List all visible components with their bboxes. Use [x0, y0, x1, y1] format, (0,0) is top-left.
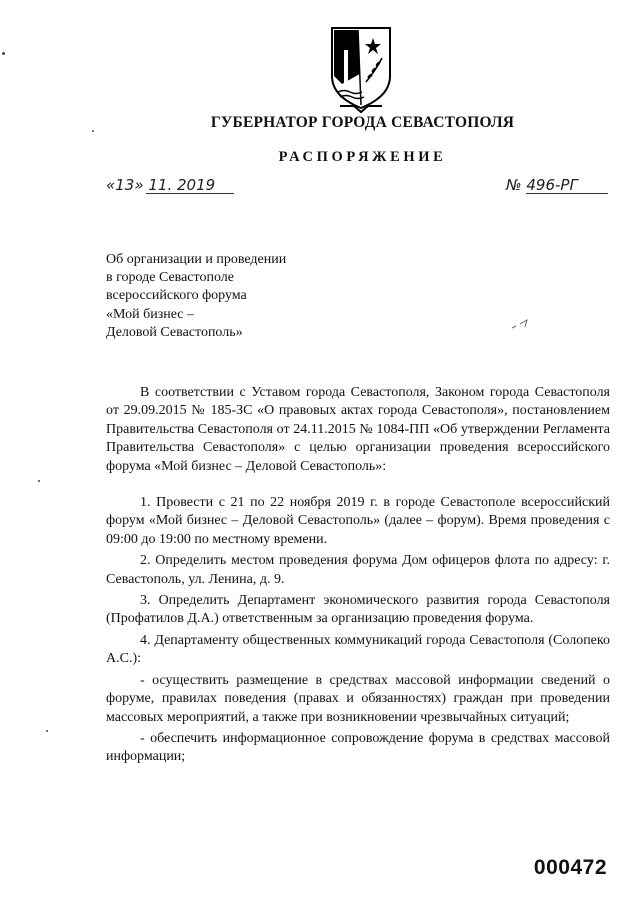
date-underline [146, 193, 234, 194]
scan-speck [38, 480, 40, 482]
pen-mark [510, 318, 530, 334]
order-subpoint: - осуществить размещение в средствах массовой информации сведений о форуме, правилах поведения (правах и обязанностях) граждан при проведении массовых мероприятий, а также при возникновении чрезвычайных ситуаций; [106, 672, 610, 725]
number-text: № 496-РГ [506, 176, 578, 194]
order-point: 3. Определить Департамент экономического развития города Севастополя (Профатилов Д.А.) ответственным за организацию проведения форума. [106, 593, 610, 627]
subject-line: всероссийского форума [106, 288, 247, 304]
document-subject [106, 251, 366, 342]
order-point: 1. Провести с 21 по 22 ноября 2019 г. в городе Севастополе всероссийский форум «Мой бизнес – Деловой Севастополь» (далее – форум). Время проведения с 09:00 до 19:00 по местному времени. [106, 495, 610, 547]
scan-speck [46, 730, 48, 732]
subject-line: «Мой бизнес – [106, 306, 195, 322]
scan-speck [2, 52, 5, 55]
subject-line: Деловой Севастополь» [106, 324, 243, 340]
document-date [106, 176, 234, 194]
sevastopol-coat-of-arms-icon [318, 24, 404, 114]
document-type: РАСПОРЯЖЕНИЕ [278, 149, 447, 165]
issuer-title: ГУБЕРНАТОР ГОРОДА СЕВАСТОПОЛЯ [210, 114, 515, 131]
order-subpoint: - обеспечить информационное сопровождение форума в средствах массовой информации; [106, 730, 610, 765]
number-underline [526, 193, 608, 194]
preamble-paragraph: В соответствии с Уставом города Севастополя, Законом города Севастополя от 29.09.2015 № 185-ЗС «О правовых актах города Севастополя», постановлением Правительства Севастополя от 24.11.2015 № 1084-ПП «Об утверждении Регламента Правительства Севастополя» с целью организации проведения всероссийского форума «Мой бизнес – Деловой Севастополь»: [106, 385, 610, 474]
document-number [506, 176, 608, 194]
order-point: 4. Департаменту общественных коммуникаций города Севастополя (Солопеко А.С.): [106, 632, 610, 667]
scan-speck [92, 130, 94, 132]
subject-line: Об организации и проведении [106, 252, 287, 267]
serial-number: 000472 [533, 856, 607, 879]
document-body [106, 384, 610, 767]
order-point: 2. Определить местом проведения форума Дом офицеров флота по адресу: г. Севастополь, ул. Ленина, д. 9. [106, 553, 610, 587]
date-text: «13» 11. 2019 [106, 176, 216, 194]
subject-line: в городе Севастополе [106, 270, 234, 286]
